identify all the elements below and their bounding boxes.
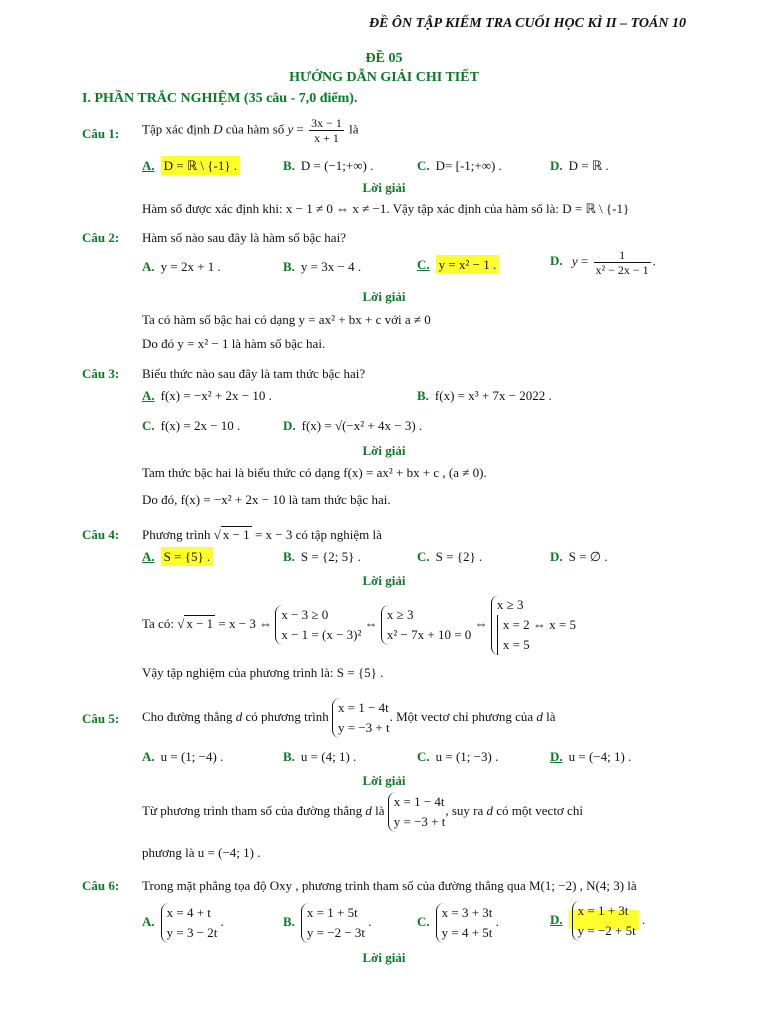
q5-solution-line1: Từ phương trình tham số của đường thẳng d là x = 1 − 4t y = −3 + t, suy ra d có một vectơ chỉ	[142, 792, 583, 832]
q3-label: Câu 3:	[82, 366, 120, 381]
q2-solution-label: Lời giải	[362, 289, 406, 304]
q5-option-c[interactable]: C. u = (1; −3) .	[417, 749, 499, 764]
q1-option-a[interactable]: A. D = ℝ \ {-1} .	[142, 158, 240, 174]
q2-solution-line2: Do đó y = x² − 1 là hàm số bậc hai.	[142, 336, 326, 351]
q5-option-a[interactable]: A. u = (1; −4) .	[142, 749, 224, 764]
q1-solution-label: Lời giải	[362, 180, 406, 195]
q4-label: Câu 4:	[82, 527, 120, 542]
q6-solution-label: Lời giải	[362, 950, 406, 965]
q2-option-d[interactable]: D. y = $\frac{1}{\text{x² − 2x − 1}}$ .	[550, 248, 656, 277]
q2-option-c[interactable]: C. y = x² − 1 .	[417, 257, 499, 273]
page-header: ĐỀ ÔN TẬP KIỂM TRA CUỐI HỌC KÌ II – TOÁN 10	[368, 16, 686, 31]
q1-label: Câu 1:	[82, 126, 120, 141]
q6-stem: Trong mặt phẳng tọa độ Oxy , phương trình tham số của đường thẳng qua M(1; −2) , N(4; 3) là	[142, 878, 637, 893]
q2-option-b[interactable]: B. y = 3x − 4 .	[283, 259, 362, 274]
q4-solution-conclusion: Vậy tập nghiệm của phương trình là: S = {5} .	[142, 665, 384, 680]
q3-solution-line2: Do đó, f(x) = −x² + 2x − 10 là tam thức bậc hai.	[142, 492, 391, 507]
q5-solution-line2: phương là u = (−4; 1) .	[142, 845, 261, 860]
q2-label: Câu 2:	[82, 230, 120, 245]
q3-option-b[interactable]: B. f(x) = x³ + 7x − 2022 .	[417, 388, 552, 403]
q4-solution-label: Lời giải	[362, 573, 406, 588]
exam-number: ĐỀ 05	[365, 51, 403, 66]
q4-option-a[interactable]: A. S = {5} .	[142, 549, 213, 565]
q5-label: Câu 5:	[82, 711, 120, 726]
q4-option-c[interactable]: C. S = {2} .	[417, 549, 483, 564]
q6-option-b[interactable]: B.x = 1 + 5t y = −2 − 3t .	[283, 903, 372, 943]
q2-stem: Hàm số nào sau đây là hàm số bậc hai?	[142, 230, 346, 245]
q6-label: Câu 6:	[82, 878, 120, 893]
q3-solution-label: Lời giải	[362, 443, 406, 458]
q3-option-c[interactable]: C. f(x) = 2x − 10 .	[142, 418, 241, 433]
q3-option-a[interactable]: A. f(x) = −x² + 2x − 10 .	[142, 388, 272, 403]
q5-option-b[interactable]: B. u = (4; 1) .	[283, 749, 357, 764]
q3-solution-line1: Tam thức bậc hai là biểu thức có dạng f(x) = ax² + bx + c , (a ≠ 0).	[142, 465, 487, 480]
q5-stem: Cho đường thẳng d có phương trình x = 1 − 4t y = −3 + t. Một vectơ chỉ phương của d là	[142, 698, 556, 738]
q1-option-d[interactable]: D. D = ℝ .	[550, 158, 609, 173]
section-title: I. PHẦN TRẮC NGHIỆM (35 câu - 7,0 điểm).	[82, 91, 358, 106]
q6-option-d[interactable]: D.x = 1 + 3t y = −2 + 5t .	[550, 901, 645, 941]
q6-option-a[interactable]: A.x = 4 + t y = 3 − 2t .	[142, 903, 224, 943]
q1-option-b[interactable]: B. D = (−1;+∞) .	[283, 158, 374, 173]
q1-solution: Hàm số được xác định khi: x − 1 ≠ 0 ⇔ x ≠ −1. Vậy tập xác định của hàm số là: D = ℝ \ {-1}	[142, 201, 630, 216]
q4-stem: Phương trình √ x − 1 = x − 3 có tập nghiệm là	[142, 527, 382, 542]
q2-solution-line1: Ta có hàm số bậc hai có dạng y = ax² + bx + c với a ≠ 0	[142, 312, 431, 327]
q3-stem: Biểu thức nào sau đây là tam thức bậc hai?	[142, 366, 366, 381]
q3-option-d[interactable]: D. f(x) = √(−x² + 4x − 3) .	[283, 418, 423, 433]
q4-option-b[interactable]: B. S = {2; 5} .	[283, 549, 361, 564]
q6-option-c[interactable]: C.x = 3 + 3t y = 4 + 5t .	[417, 903, 499, 943]
q1-option-c[interactable]: C. D= [-1;+∞) .	[417, 158, 502, 173]
q5-option-d[interactable]: D. u = (−4; 1) .	[550, 749, 632, 764]
q2-option-a[interactable]: A. y = 2x + 1 .	[142, 259, 221, 274]
q1-stem: Tập xác định D của hàm số y = $\frac{3x - 1}{x + 1}$ là	[142, 116, 359, 145]
q5-solution-label: Lời giải	[362, 773, 406, 788]
subtitle: HƯỚNG DẪN GIẢI CHI TIẾT	[289, 70, 479, 85]
q4-option-d[interactable]: D. S = ∅ .	[550, 549, 608, 564]
q4-solution-derivation: Ta có: √ x − 1 = x − 3 ⇔ x − 3 ≥ 0 x − 1 = (x − 3)² ⇔ x ≥ 3 x² − 7x + 10 = 0 ⇔ x ≥ 3 x = 2 ⇔ x = 5 x = 5	[142, 595, 576, 655]
